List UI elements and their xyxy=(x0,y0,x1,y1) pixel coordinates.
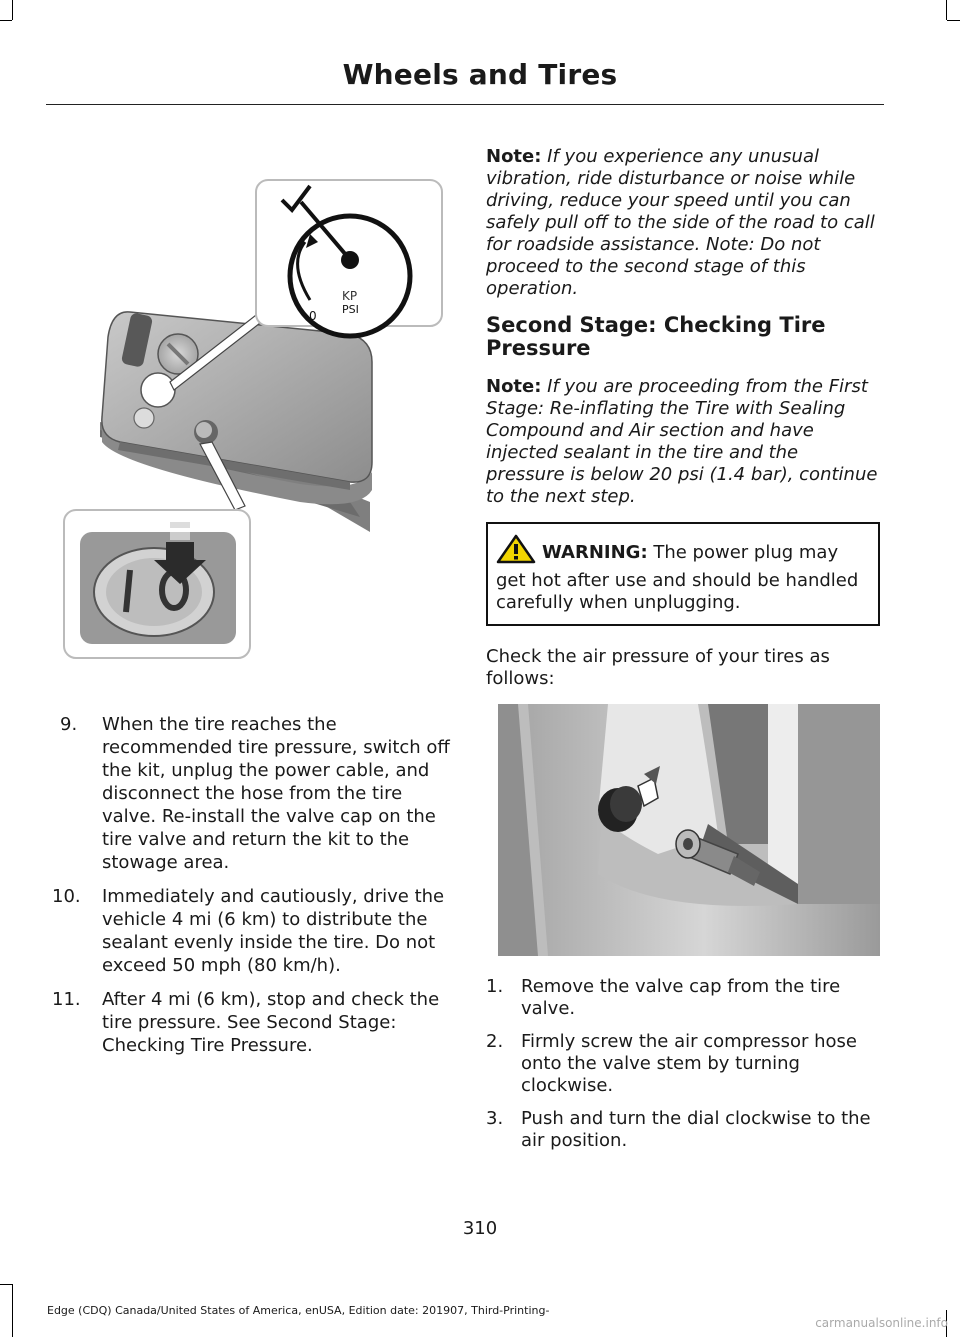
list-item xyxy=(486,1031,880,1097)
gauge-zero: 0 xyxy=(309,309,317,323)
left-step-list xyxy=(52,713,450,1057)
intro-text: Check the air pressure of your tires as follows: xyxy=(486,646,830,689)
step-number: 2. xyxy=(486,1031,504,1052)
crop-mark xyxy=(12,1284,13,1337)
gauge-unit-kp: KP xyxy=(342,289,358,303)
note-vibration xyxy=(486,146,880,300)
crop-mark xyxy=(12,0,13,20)
page-number: 310 xyxy=(462,1218,498,1239)
step-text: Immediately and cautiously, drive the vehicle 4 mi (6 km) to distribute the sealant evenly inside the tire. Do not exceed 50 mph (80 km/h). xyxy=(102,886,445,976)
list-item xyxy=(52,713,450,874)
step-number: 3. xyxy=(486,1108,504,1129)
right-step-list xyxy=(486,976,880,1152)
valve-illustration xyxy=(498,704,880,956)
repair-kit-illustration xyxy=(60,172,450,662)
watermark: carmanualsonline.info xyxy=(815,1316,948,1330)
page-title: Wheels and Tires xyxy=(342,58,618,91)
list-item xyxy=(486,1108,880,1152)
step-number: 9. xyxy=(60,714,78,735)
step-number: 1. xyxy=(486,976,504,997)
right-column xyxy=(486,146,880,1163)
footer-edition: Edge (CDQ) Canada/United States of America, enUSA, Edition date: 201907, Third-Printing- xyxy=(47,1304,550,1317)
step-text: After 4 mi (6 km), stop and check the tire pressure. See Second Stage: Checking Tire Pressure. xyxy=(102,989,440,1056)
note-label: Note: xyxy=(486,146,542,167)
warning-text: The power plug may get hot after use and should be handled carefully when unplugging. xyxy=(496,542,859,613)
list-item xyxy=(486,976,880,1020)
list-item xyxy=(52,988,450,1057)
crop-mark xyxy=(947,20,960,21)
note-text: If you experience any unusual vibration, ride disturbance or noise while driving, reduce your speed until you can safely pull off to the side of the road to call for roadside assistance. Note: Do not proceed to the second stage of this operation. xyxy=(486,146,875,299)
step-text: Push and turn the dial clockwise to the air position. xyxy=(521,1108,871,1151)
step-number: 10. xyxy=(52,886,81,907)
step-text: Firmly screw the air compressor hose onto the valve stem by turning clockwise. xyxy=(521,1031,857,1096)
crop-mark xyxy=(946,0,947,20)
section-heading: Second Stage: Checking Tire Pressure xyxy=(486,313,826,360)
warning-label: WARNING: xyxy=(542,542,648,563)
warning-triangle-icon xyxy=(496,534,536,570)
note-second-stage xyxy=(486,376,880,508)
warning-box xyxy=(486,522,880,626)
left-column xyxy=(52,713,450,1068)
header-divider xyxy=(46,104,884,105)
note-text: If you are proceeding from the First Stage: Re-inflating the Tire with Sealing Compound and Air section and have injected sealant in the tire and the pressure is below 20 psi (1.4 bar), continue to the next step. xyxy=(486,376,878,507)
list-item xyxy=(52,885,450,977)
step-text: When the tire reaches the recommended tire pressure, switch off the kit, unplug the power cable, and disconnect the hose from the tire valve. Re-install the valve cap on the tire valve and return the kit to the stowage area. xyxy=(102,714,450,873)
gauge-unit-psi: PSI xyxy=(342,303,359,316)
step-text: Remove the valve cap from the tire valve. xyxy=(521,976,841,1019)
crop-mark xyxy=(0,1284,12,1285)
crop-mark xyxy=(0,20,12,21)
step-number: 11. xyxy=(52,989,81,1010)
note-label: Note: xyxy=(486,376,542,397)
